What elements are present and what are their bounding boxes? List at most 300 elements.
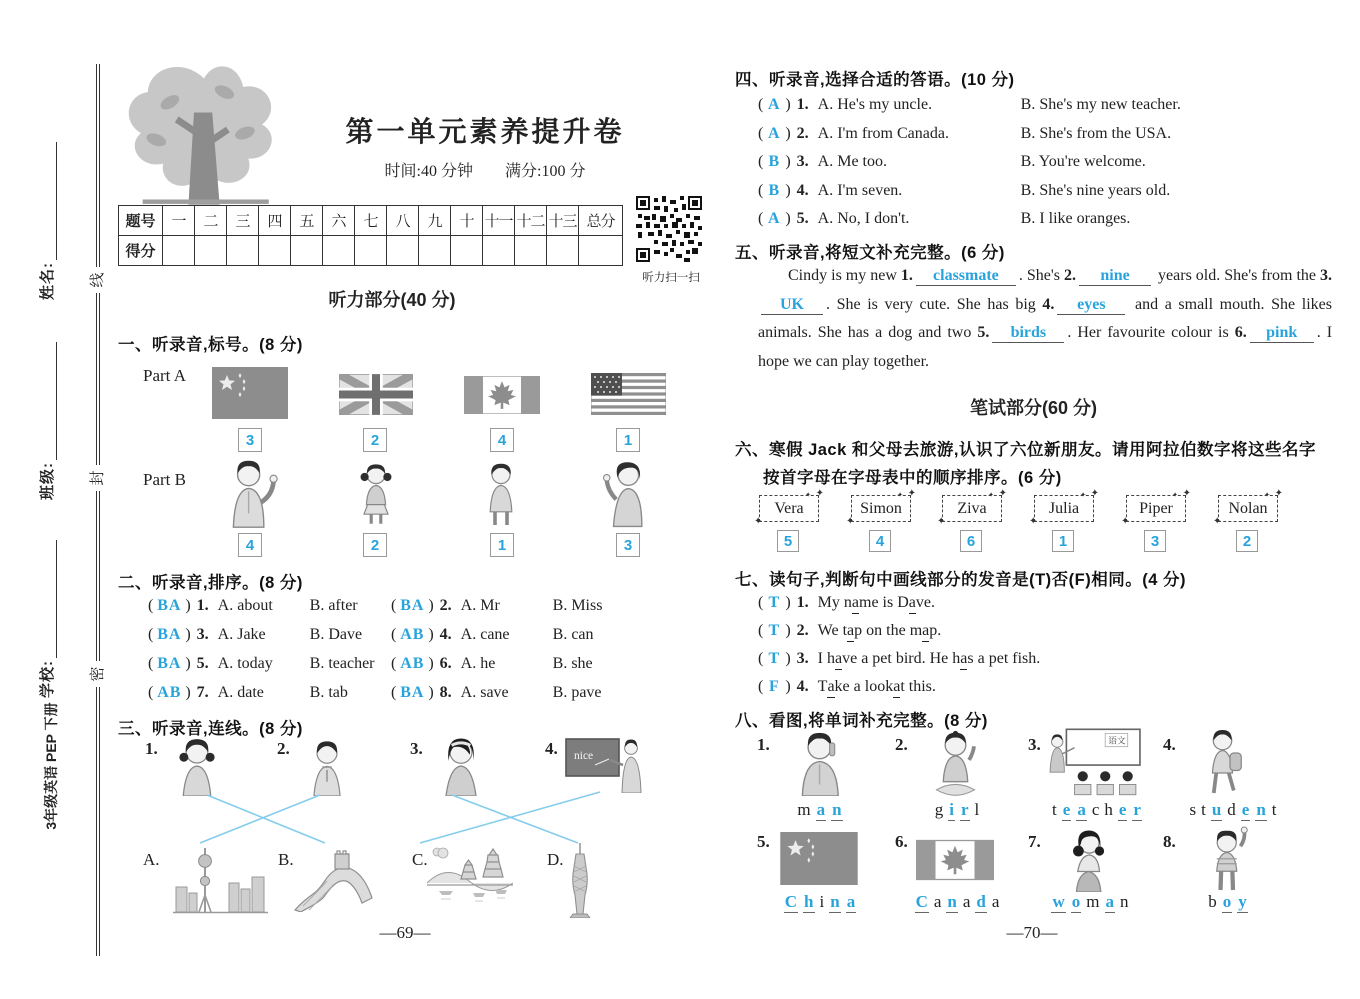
question-number: 2. <box>439 597 452 614</box>
letter: a <box>933 892 942 911</box>
item-number: 5. <box>757 832 770 851</box>
answer-paren: ( <box>148 684 154 701</box>
letter-blank: w <box>1052 892 1065 911</box>
question-row <box>755 594 935 614</box>
matching-lines <box>130 788 660 850</box>
question-row <box>388 655 593 673</box>
passage-text: . She's <box>1018 267 1065 284</box>
option-b: B. She's my new teacher. <box>1020 96 1181 113</box>
passage-text: . Her favourite colour is <box>1067 324 1235 342</box>
passage-text: and a small mouth. She likes animals. She has a dog and two <box>758 295 1332 342</box>
part-a-label: Part A <box>143 366 186 385</box>
answer-box: 1 <box>490 533 514 557</box>
great-wall-icon <box>293 848 373 912</box>
score-cell <box>387 236 419 266</box>
boy-icon <box>1203 826 1253 894</box>
letter-blank: e <box>1241 800 1250 819</box>
answer-paren: ( <box>391 655 397 672</box>
letter: l <box>974 800 980 819</box>
letter-blank: o <box>1222 892 1232 911</box>
sparkle-icon: ✦ <box>1274 488 1283 499</box>
answer-paren: ) <box>428 626 434 643</box>
item-letter: C. <box>412 850 428 869</box>
answer-paren: ) <box>428 597 434 614</box>
score-cell <box>291 236 323 266</box>
section8-title: 八、看图,将单词补充完整。(8 分) <box>735 712 988 730</box>
sentence-text: We t <box>817 622 848 639</box>
sentence-text: T <box>817 678 828 695</box>
name-label: 姓名: <box>39 262 56 300</box>
part-b-label: Part B <box>143 470 186 489</box>
score-cell <box>451 236 483 266</box>
passage-text: Cindy is my new <box>788 267 901 284</box>
question-number: 4. <box>796 678 809 695</box>
option-a: A. He's my uncle. <box>817 96 933 113</box>
question-number: 3. <box>796 650 809 667</box>
blank-number: 2. <box>1064 267 1077 284</box>
sparkle-icon: ✦ <box>1172 491 1178 499</box>
cloze-passage <box>758 262 1332 376</box>
score-cell <box>195 236 227 266</box>
student-class-field <box>35 290 57 500</box>
sparkle-icon: ✦ <box>1029 516 1038 527</box>
answer-paren: ) <box>785 650 791 667</box>
option-b: B. Miss <box>552 597 603 614</box>
answer-paren: ( <box>758 678 764 695</box>
answer-paren: ) <box>428 684 434 701</box>
word-woman <box>1038 892 1142 913</box>
listening-section-heading: 听力部分(40 分) <box>328 290 456 310</box>
letter: a <box>962 892 971 911</box>
uk-flag-icon <box>339 374 413 415</box>
question-row <box>755 153 1146 171</box>
answer-value: BA <box>400 684 425 701</box>
answer-box: 2 <box>363 428 387 452</box>
letter-blank: d <box>976 892 986 911</box>
answer-paren: ( <box>148 597 154 614</box>
score-cell <box>579 236 623 266</box>
answer-paren: ( <box>758 594 764 611</box>
sentence-text: ve. <box>915 594 935 611</box>
canada-flag-icon <box>916 838 994 882</box>
question-row <box>145 626 362 644</box>
option-a: A. No, I don't. <box>817 210 910 227</box>
underlined-letter: a <box>827 678 834 698</box>
question-number: 4. <box>439 626 452 643</box>
answer-paren: ( <box>758 96 764 113</box>
question-number: 2. <box>796 125 809 142</box>
item-letter: A. <box>143 850 160 869</box>
col-header: 十 <box>451 206 483 236</box>
item-number: 8. <box>1163 832 1176 851</box>
option-a: A. I'm seven. <box>817 182 903 199</box>
answer-value: BA <box>400 597 425 614</box>
name-card <box>937 488 1007 527</box>
col-header: 九 <box>419 206 451 236</box>
answer-paren: ) <box>185 597 191 614</box>
item-number: 1. <box>145 739 158 758</box>
sparkle-icon: ✦ <box>937 516 946 527</box>
canton-tower-icon <box>563 842 597 918</box>
answer-value: A <box>768 210 781 227</box>
blank-answer: birds <box>992 324 1064 343</box>
question-row <box>755 96 1181 114</box>
word-girl <box>907 800 1007 821</box>
letter: t <box>1271 800 1277 819</box>
letter: h <box>1104 800 1113 819</box>
passage-text: . She is very cute. She has big <box>826 295 1043 313</box>
answer-box: 4 <box>490 428 514 452</box>
underlined-letter: a <box>909 594 916 614</box>
student-backpack-icon <box>1200 728 1250 798</box>
score-cell <box>323 236 355 266</box>
answer-value: BA <box>157 626 182 643</box>
name-card-text: Piper <box>1139 499 1173 517</box>
question-number: 1. <box>196 597 209 614</box>
letter-blank: a <box>1077 800 1086 819</box>
match-line-3-D <box>452 795 578 843</box>
answer-paren: ( <box>758 622 764 639</box>
letter: t <box>1052 800 1057 819</box>
question-number: 2. <box>796 622 809 639</box>
question-number: 7. <box>196 684 209 701</box>
answer-box: 2 <box>1236 530 1258 552</box>
answer-paren: ( <box>758 210 764 227</box>
item-number: 3. <box>410 739 423 758</box>
section6-title-line1: 六、寒假 Jack 和父母去旅游,认识了六位新朋友。请用阿拉伯数字将这些名字 <box>735 441 1316 459</box>
option-b: B. tab <box>309 684 348 701</box>
underlined-letter: a <box>893 678 900 698</box>
answer-value: B <box>768 153 781 170</box>
letter-blank: e <box>1062 800 1071 819</box>
question-row <box>145 684 348 702</box>
letter-blank: n <box>832 800 842 819</box>
option-b: B. Dave <box>309 626 363 643</box>
letter-blank: e <box>1118 800 1127 819</box>
question-number: 1. <box>796 594 809 611</box>
answer-paren: ( <box>758 125 764 142</box>
answer-box: 2 <box>363 533 387 557</box>
answer-box: 3 <box>238 428 262 452</box>
answer-paren: ( <box>758 650 764 667</box>
name-card-text: Nolan <box>1228 499 1268 517</box>
option-a: A. Me too. <box>817 153 887 170</box>
teacher-blackboard-icon <box>565 735 645 793</box>
name-card-text: Simon <box>860 499 902 517</box>
class-blank-line <box>43 342 57 460</box>
classroom-blackboard-icon <box>1048 727 1142 797</box>
blank-answer: pink <box>1250 324 1314 343</box>
answer-paren: ( <box>391 684 397 701</box>
score-row-label: 得分 <box>119 236 163 266</box>
answer-paren: ) <box>785 96 791 113</box>
name-card <box>1213 488 1283 527</box>
letter: m <box>1086 892 1100 911</box>
word-student <box>1166 800 1300 821</box>
school-label: 学校: <box>39 660 56 698</box>
answer-value: T <box>768 594 781 611</box>
question-row <box>755 125 1171 143</box>
woman-pointing-icon <box>600 458 654 530</box>
question-number: 5. <box>796 210 809 227</box>
col-header: 三 <box>227 206 259 236</box>
answer-paren: ) <box>785 182 791 199</box>
letter: i <box>819 892 825 911</box>
answer-paren: ) <box>785 153 791 170</box>
section4-title: 四、听录音,选择合适的答语。(10 分) <box>735 71 1015 89</box>
letter: d <box>1227 800 1236 819</box>
letter: t <box>1201 800 1206 819</box>
option-a: A. today <box>217 655 273 672</box>
board-subject-word: 语文 <box>1108 735 1126 746</box>
shanghai-skyline-icon <box>173 845 268 915</box>
boy-icon <box>477 461 525 529</box>
blank-number: 5. <box>977 324 990 342</box>
sparkle-icon: ✦ <box>988 491 994 499</box>
letter-blank: r <box>1133 800 1141 819</box>
col-header: 十三 <box>547 206 579 236</box>
china-flag-icon <box>212 367 288 419</box>
sentence-text: p on the m <box>854 622 923 639</box>
answer-value: AB <box>400 655 425 672</box>
answer-paren: ( <box>758 153 764 170</box>
sentence-text: s a pet fish. <box>967 650 1041 667</box>
section1-title: 一、听录音,标号。(8 分) <box>118 336 303 354</box>
letter-blank: n <box>830 892 840 911</box>
item-number: 1. <box>757 735 770 754</box>
score-table-score-row <box>119 236 623 266</box>
option-a: A. about <box>217 597 273 614</box>
sparkle-icon: ✦ <box>998 488 1007 499</box>
underlined-letter: a <box>852 594 859 614</box>
question-number: 3. <box>796 153 809 170</box>
score-cell <box>419 236 451 266</box>
match-line-2-A <box>200 795 320 843</box>
girl-pigtails-icon <box>172 736 222 796</box>
class-label: 班级: <box>39 462 56 500</box>
question-row <box>755 678 936 698</box>
answer-value: AB <box>157 684 182 701</box>
col-header: 六 <box>323 206 355 236</box>
question-number: 6. <box>439 655 452 672</box>
option-b: B. I like oranges. <box>1020 210 1131 227</box>
word-china <box>770 892 870 913</box>
sentence-text: me is D <box>859 594 909 611</box>
sparkle-icon: ✦ <box>1264 491 1270 499</box>
question-row <box>755 210 1130 228</box>
student-school-field <box>35 488 57 698</box>
answer-box: 5 <box>777 530 799 552</box>
blank-number: 1. <box>900 267 913 284</box>
letter-blank: o <box>1071 892 1081 911</box>
answer-value: BA <box>157 655 182 672</box>
canada-flag-icon <box>464 376 540 414</box>
col-header: 十一 <box>483 206 515 236</box>
question-number: 4. <box>796 182 809 199</box>
item-number: 7. <box>1028 832 1041 851</box>
sparkle-icon: ✦ <box>1080 491 1086 499</box>
section2-title: 二、听录音,排序。(8 分) <box>118 574 303 592</box>
answer-box: 4 <box>238 533 262 557</box>
name-card <box>1121 488 1191 527</box>
answer-paren: ) <box>428 655 434 672</box>
blank-number: 6. <box>1234 324 1247 342</box>
score-table-header-row <box>119 206 623 236</box>
match-line-4-C <box>420 792 600 843</box>
letter-blank: u <box>1211 800 1222 819</box>
score-cell <box>483 236 515 266</box>
blank-answer: nine <box>1079 267 1151 286</box>
item-number: 4. <box>545 739 558 758</box>
col-header: 八 <box>387 206 419 236</box>
letter-blank: h <box>804 892 814 911</box>
seal-char-mi: 密 <box>86 661 110 687</box>
score-cell <box>515 236 547 266</box>
letter: b <box>1208 892 1217 911</box>
letter: a <box>991 892 1000 911</box>
sentence-text: My n <box>817 594 852 611</box>
option-b: B. she <box>552 655 593 672</box>
score-table <box>118 205 623 266</box>
blank-answer: UK <box>761 296 823 315</box>
option-b: B. She's from the USA. <box>1020 125 1172 142</box>
qr-code <box>636 196 702 262</box>
letter: c <box>1091 800 1100 819</box>
section7-title: 七、读句子,判断句中画线部分的发音是(T)否(F)相同。(4 分) <box>735 571 1186 589</box>
section5-title: 五、听录音,将短文补充完整。(6 分) <box>735 244 1005 262</box>
answer-value: F <box>768 678 780 695</box>
sparkle-icon: ✦ <box>1121 516 1130 527</box>
section3-title: 三、听录音,连线。(8 分) <box>118 720 303 738</box>
lake-pagoda-icon <box>425 845 515 905</box>
sparkle-icon: ✦ <box>846 516 855 527</box>
sparkle-icon: ✦ <box>754 516 763 527</box>
usa-flag-icon <box>591 373 666 415</box>
letter-blank: C <box>784 892 798 911</box>
option-b: B. after <box>309 597 358 614</box>
answer-box: 3 <box>1144 530 1166 552</box>
tree-logo <box>118 58 290 208</box>
col-header: 一 <box>163 206 195 236</box>
letter: m <box>797 800 811 819</box>
score-cell <box>355 236 387 266</box>
page-number-left: —69— <box>379 923 431 942</box>
name-card <box>846 488 916 527</box>
written-section-heading: 笔试部分(60 分) <box>969 398 1097 418</box>
sparkle-icon: ✦ <box>1182 488 1191 499</box>
letter: n <box>1120 892 1129 911</box>
letter-blank: C <box>915 892 928 911</box>
name-card <box>754 488 824 527</box>
answer-value: T <box>768 650 781 667</box>
question-number: 3. <box>196 626 209 643</box>
answer-paren: ( <box>148 655 154 672</box>
answer-value: BA <box>157 597 182 614</box>
letter-blank: y <box>1238 892 1247 911</box>
answer-value: AB <box>400 626 425 643</box>
word-canada <box>900 892 1014 913</box>
option-b: B. You're welcome. <box>1020 153 1146 170</box>
item-number: 2. <box>277 739 290 758</box>
item-number: 2. <box>895 735 908 754</box>
question-row <box>388 684 602 702</box>
blank-number: 4. <box>1042 295 1055 313</box>
sparkle-icon: ✦ <box>907 488 916 499</box>
answer-paren: ) <box>785 622 791 639</box>
score-cell <box>163 236 195 266</box>
answer-box: 6 <box>960 530 982 552</box>
sparkle-icon: ✦ <box>805 491 811 499</box>
page-title: 第一单元素养提升卷 <box>345 116 625 147</box>
score-cell <box>547 236 579 266</box>
question-row <box>145 655 375 673</box>
question-number: 5. <box>196 655 209 672</box>
answer-paren: ) <box>185 655 191 672</box>
option-a: A. save <box>460 684 509 701</box>
answer-paren: ) <box>185 684 191 701</box>
letter-blank: a <box>846 892 856 911</box>
letter-blank: a <box>1105 892 1114 911</box>
answer-paren: ( <box>148 626 154 643</box>
answer-box: 4 <box>869 530 891 552</box>
blank-answer: eyes <box>1057 296 1125 315</box>
school-blank-line <box>43 540 57 658</box>
girl-icon <box>352 461 400 529</box>
option-a: A. date <box>217 684 264 701</box>
letter-blank: n <box>947 892 957 911</box>
answer-value: T <box>768 622 781 639</box>
question-row <box>388 626 594 644</box>
option-b: B. pave <box>552 684 602 701</box>
col-header: 二 <box>195 206 227 236</box>
answer-box: 1 <box>616 428 640 452</box>
answer-paren: ) <box>185 626 191 643</box>
answer-box: 1 <box>1052 530 1074 552</box>
col-header: 七 <box>355 206 387 236</box>
question-row <box>755 650 1040 670</box>
seal-char-line: 线 <box>86 267 110 293</box>
answer-paren: ) <box>785 125 791 142</box>
answer-paren: ) <box>785 594 791 611</box>
question-row <box>145 597 358 615</box>
blank-number: 3. <box>1320 267 1333 284</box>
qr-caption: 听力扫一扫 <box>642 272 700 284</box>
item-number: 6. <box>895 832 908 851</box>
col-header: 总分 <box>579 206 623 236</box>
col-header: 四 <box>259 206 291 236</box>
question-row <box>388 597 602 615</box>
word-boy <box>1178 892 1278 913</box>
answer-paren: ( <box>391 626 397 643</box>
underlined-letter: a <box>922 622 929 642</box>
sentence-text: ve a pet bird. He h <box>842 650 961 667</box>
passage-text: . I hope we can play together. <box>758 324 1333 370</box>
passage-text: years old. She's from the <box>1154 267 1321 284</box>
man-icon <box>792 730 850 796</box>
item-number: 3. <box>1028 735 1041 754</box>
name-card-text: Ziva <box>957 499 987 517</box>
letter: g <box>934 800 944 819</box>
sparkle-icon: ✦ <box>1090 488 1099 499</box>
sentence-text: I h <box>817 650 835 667</box>
girl-icon <box>928 730 983 798</box>
answer-value: A <box>768 125 781 142</box>
answer-paren: ) <box>785 678 791 695</box>
col-header: 题号 <box>119 206 163 236</box>
woman-icon <box>1062 828 1114 892</box>
word-man <box>770 800 870 821</box>
item-letter: B. <box>278 850 294 869</box>
